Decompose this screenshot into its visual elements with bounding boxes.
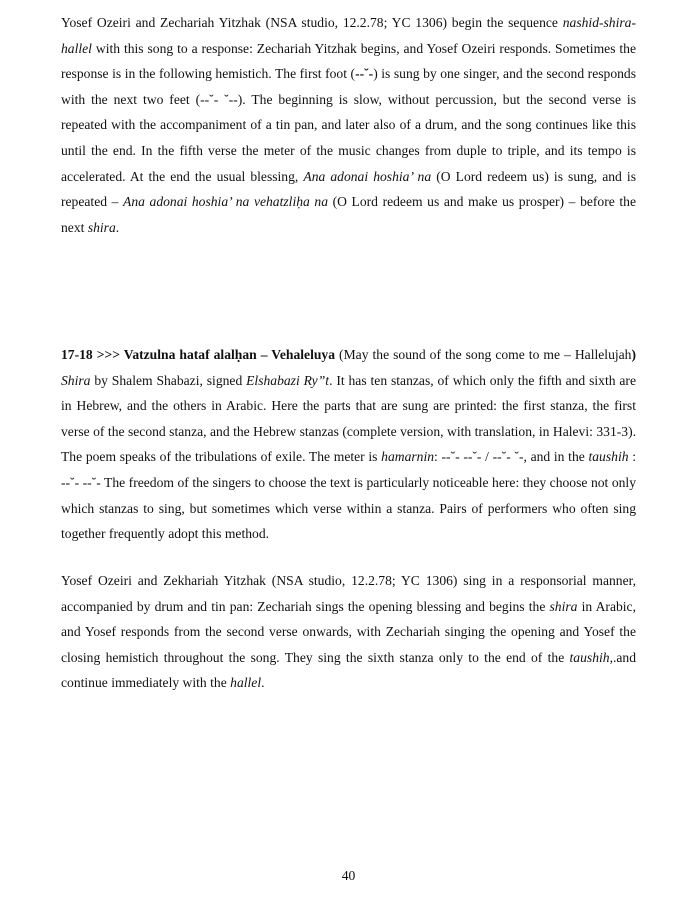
italic-text-run: shira — [87, 219, 116, 235]
paragraph-nashid-sequence — [61, 10, 636, 240]
bold-text-run: 17-18 >>> Vatzulna hataf alalḥan – Vehaleluya — [61, 347, 336, 362]
page-number: 40 — [341, 868, 356, 883]
text-run: Yosef Ozeiri and Zekhariah Yitzhak (NSA studio, 12.2.78; YC 1306) sing in a responsorial manner, accompanied by drum and tin pan: Zechariah sings the opening blessing and begins the — [61, 573, 636, 614]
italic-text-run: nashid-shira-hallel — [61, 15, 636, 56]
text-run: Yosef Ozeiri and Zechariah Yitzhak (NSA studio, 12.2.78; YC 1306) begin the sequence — [61, 15, 563, 30]
text-run: (O Lord redeem us and make us prosper) – before the next — [61, 194, 636, 235]
text-run: ) is sung by one singer, and the second responds with the next two feet (--˘- ˘--). The beginning is slow, without percussion, but the second verse is repeated with the accompaniment of a tin pan, and later also of a drum, and the song continues like this until the end. In the fifth verse the meter of the music changes from duple to triple, and its tempo is accelerated. At the end the usual blessing, — [61, 66, 636, 184]
bold-text-run: ) — [631, 347, 636, 362]
bold-text-run: --˘- — [355, 66, 374, 82]
italic-text-run: taushih — [569, 649, 610, 665]
text-run: by Shalem Shabazi, signed — [90, 372, 247, 388]
text-run: : --˘- --˘- / --˘- ˘-, and in the — [434, 449, 589, 465]
paragraph-vatzulna-song-entry — [61, 342, 636, 547]
italic-text-run: shira — [549, 598, 578, 614]
italic-text-run: hallel — [230, 675, 262, 691]
italic-text-run: Ana adonai hoshia’ na — [303, 168, 432, 184]
paragraph-responsorial-performance — [61, 568, 636, 696]
italic-text-run: Shira — [61, 372, 91, 388]
italic-text-run: Elshabazi Ry”t — [246, 372, 330, 388]
text-run: (O Lord redeem us) is sung, and is repeated – — [61, 168, 636, 210]
italic-text-run: hamarnin — [381, 449, 435, 465]
text-run: . It has ten stanzas, of which only the fifth and sixth are in Hebrew, and the others in Arabic. Here the parts that are sung are printed: the first stanza, the first verse of the second stanza, and the Hebrew stanzas (complete version, with translation, in Halevi: 331-3). The poem speaks of the tribulations of exile. The meter is — [61, 372, 636, 465]
text-run: . — [261, 675, 265, 691]
italic-text-run: taushih — [588, 449, 629, 465]
text-run: in Arabic, and Yosef responds from the second verse onwards, with Zechariah singing the opening and Yosef the closing hemistich throughout the song. They sing the sixth stanza only to the end of the — [61, 598, 636, 665]
text-run: (May the sound of the song come to me – Hallelujah — [335, 347, 632, 362]
text-run: with this song to a response: Zechariah Yitzhak begins, and Yosef Ozeiri responds. Sometimes the response is in the following hemistich. The first foot ( — [61, 40, 636, 82]
text-run: : --˘- --˘- The freedom of the singers to choose the text is particularly noticeable here: they choose not only which stanzas to sing, but sometimes which verse within a stanza. Pairs of performers who often sing together frequently adopt this method. — [61, 449, 636, 542]
text-run: . — [115, 219, 120, 235]
italic-text-run: Ana adonai hoshia’ na vehatzliḥa na — [123, 194, 329, 210]
text-run: ,.and continue immediately with the — [61, 649, 636, 691]
